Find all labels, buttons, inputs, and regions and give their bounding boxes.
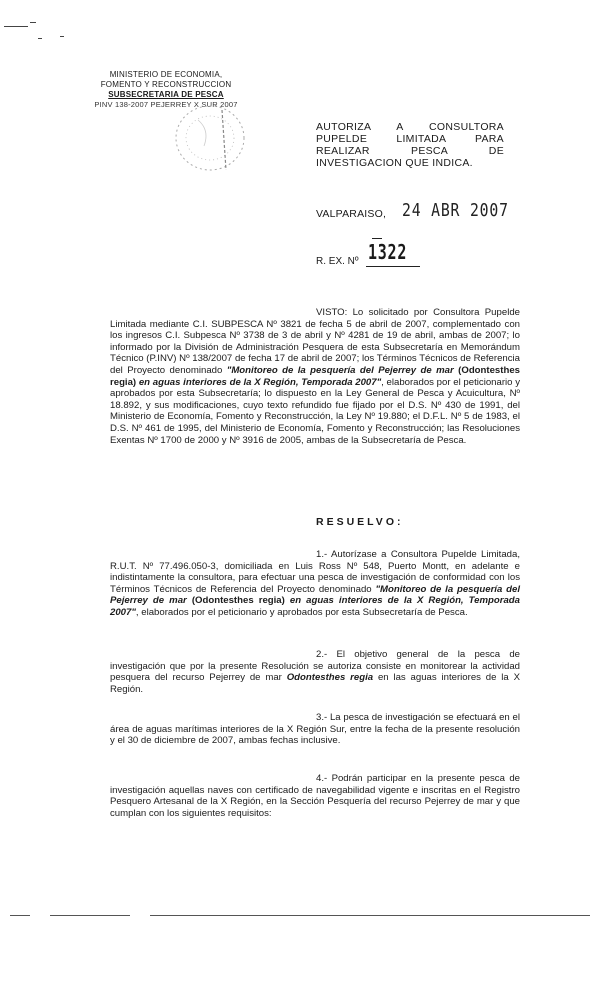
subsecretariat-name: SUBSECRETARIA DE PESCA [108, 90, 224, 99]
article-3-text: 3.- La pesca de investigación se efectuará en el área de aguas marítimas interiores de la X Región Sur, entre la fecha de la presente resolución y el 30 de diciembre de 2007, ambas fechas inclusive. [110, 712, 520, 747]
official-seal-stamp [160, 100, 250, 178]
date-stamp: 24 ABR 2007 [402, 200, 509, 221]
scan-marks [4, 22, 84, 52]
species-name: Odontesthes regia [286, 672, 374, 684]
article-2-text-cont: en las aguas interiores de la X Región. [110, 672, 520, 695]
number-underline [366, 266, 420, 267]
resolution-label: R. EX. Nº [316, 256, 359, 267]
resolution-number-block [316, 238, 456, 268]
resuelvo-heading: RESUELVO: [316, 516, 404, 528]
scan-mark [150, 915, 590, 916]
project-title: "Monitoreo de la pesquería del Pejerrey de mar [110, 583, 520, 607]
article-2-text: 2.- El objetivo general de la pesca de investigación que por la presente Resolución se autoriza consiste en monitorear la actividad pesquera del recurso Pejerrey de mar [110, 649, 520, 684]
mark-dash [372, 238, 382, 239]
article-2 [110, 649, 520, 695]
article-4-text: 4.- Podrán participar en la presente pesca de investigación aquellas naves con certificado de navegabilidad vigente e inscritas en el Registro Pesquero Artesanal de la X Región, en la Sección Pesquería del recurso Pejerrey de mar y que cumplan con los siguientes requisitos: [110, 773, 520, 819]
species-name: (Odontesthes regia) [110, 364, 520, 388]
project-title-cont: en aguas interiores de la X Región, Temporada 2007" [110, 595, 521, 618]
file-reference: PINV 138-2007 PEJERREY X SUR 2007 [94, 100, 238, 109]
article-3 [110, 712, 520, 747]
project-title: "Monitoreo de la pesquería del Pejerrey de mar [226, 364, 454, 376]
project-title-cont: en aguas interiores de la X Región, Temporada 2007" [138, 376, 382, 388]
ministry-name-2: FOMENTO Y RECONSTRUCCION [100, 80, 232, 89]
article-4 [110, 773, 520, 819]
article-1 [110, 549, 520, 619]
resolution-subject [316, 121, 504, 169]
visto-text-cont: , elaborados por el peticionario y aprobados por esta Subsecretaría; lo dispuesto en la Ley General de Pesca y Acuicultura, Nº 18.892, y sus modificaciones, cuyo texto refundido fue fijado por el D.S. Nº 430 de 1991, del Ministerio de Economía, Fomento y Reconstrucción, la Ley Nº 19.880; el D.F.L. Nº 5 de 1983, el D.S. Nº 461 de 1995, del Ministerio de Economía, Fomento y Reconstrucción; las Resoluciones Exentas Nº 1700 de 2000 y Nº 3916 de 2005, ambas de la Subsecretaría de Pesca. [110, 376, 520, 446]
subject-line: REALIZAR PESCA DE [316, 145, 504, 157]
subject-line: AUTORIZA A CONSULTORA [316, 121, 504, 133]
article-1-text: 1.- Autorízase a Consultora Pupelde Limitada, R.U.T. Nº 77.496.050-3, domiciliada en Luis Ross Nº 548, Puerto Montt, en adelante e indistintamente la consultora, para efectuar una pesca de investigación de conformidad con los Términos Técnicos de Referencia del Proyecto denominado [110, 549, 520, 595]
scan-mark [50, 915, 130, 916]
visto-text: VISTO: Lo solicitado por Consultora Pupelde Limitada mediante C.I. SUBPESCA Nº 3821 de fecha 5 de abril de 2007, complementado con los ingresos C.I. Subpesca Nº 3738 de 3 de abril y Nº 4281 de 19 de abril, ambas de 2007; lo informado por la División de Administración Pesquera de esta Subsecretaría en Memorándum Técnico (P.INV) Nº 138/2007 de fecha 17 de abril de 2007; los Términos Técnicos de Referencia del Proyecto denominado [110, 307, 520, 376]
species-name: (Odontesthes regia) [186, 595, 290, 607]
scan-mark [10, 915, 30, 916]
ministry-name: MINISTERIO DE ECONOMIA, [109, 70, 223, 79]
subject-line: INVESTIGACION QUE INDICA. [316, 157, 473, 169]
city-label: VALPARAISO, [316, 208, 387, 220]
visto-paragraph [110, 307, 520, 446]
place-and-date [316, 200, 516, 226]
article-1-text-cont: , elaborados por el peticionario y aprobados por esta Subsecretaría de Pesca. [135, 606, 468, 618]
resolution-number: 1322 [368, 240, 408, 264]
subject-line: PUPELDE LIMITADA PARA [316, 133, 504, 145]
